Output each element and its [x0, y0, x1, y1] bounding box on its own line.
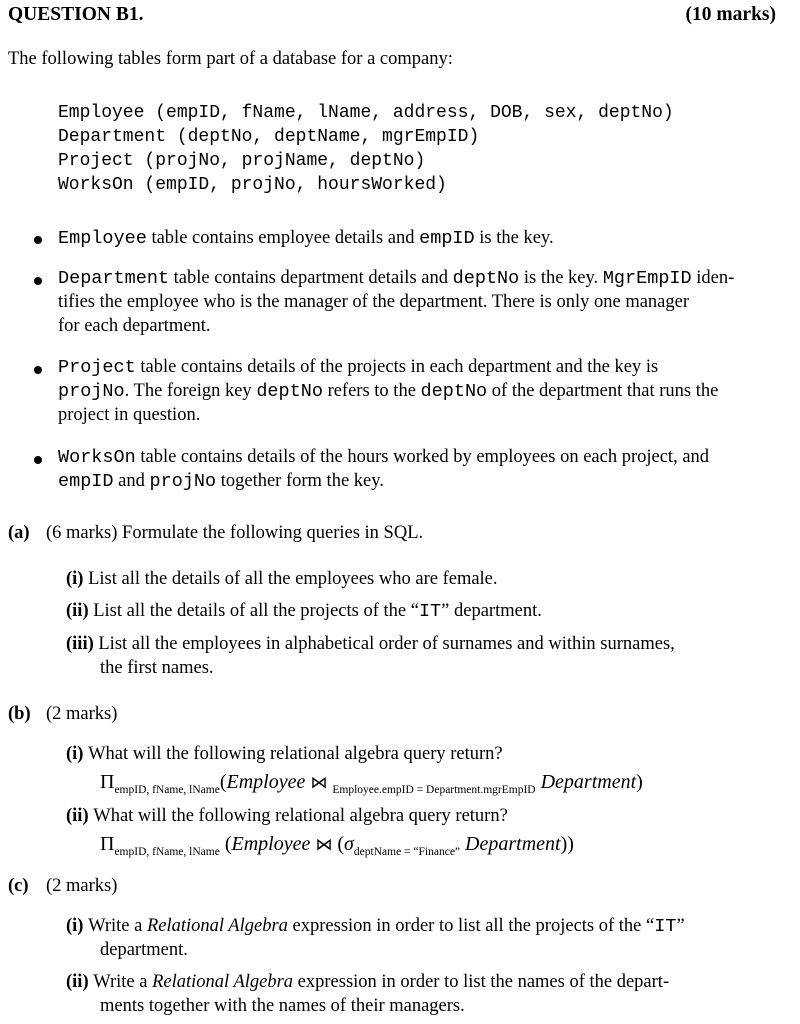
- table-name: Department: [58, 268, 170, 289]
- bullet-icon: [34, 277, 42, 285]
- join-icon: ⋈: [310, 773, 328, 793]
- item-number: (iii): [66, 634, 94, 654]
- bullet-project-line2: [58, 381, 718, 402]
- bullet-department: [58, 268, 734, 289]
- part-b-ii-expression: [100, 833, 574, 856]
- item-number: (i): [66, 569, 84, 589]
- item-text: Write a: [93, 972, 153, 992]
- item-text: List all the details of all the employees who are female.: [88, 569, 498, 589]
- item-emphasis: Relational Algebra: [146, 916, 288, 936]
- bullet-employee: [58, 228, 554, 249]
- item-text: What will the following relational algebra query return?: [88, 744, 503, 764]
- text: . The foreign key: [124, 381, 257, 401]
- table-name: Project: [58, 357, 136, 378]
- item-number: (i): [66, 916, 84, 936]
- item-text: expression in order to list all the projects of the “: [287, 916, 655, 936]
- key-name: empID: [419, 228, 475, 249]
- schema-workson: WorksOn (empID, projNo, hoursWorked): [58, 175, 447, 195]
- part-a-iii-line2: the first names.: [100, 658, 214, 678]
- key-name: empID: [58, 471, 114, 492]
- part-b-text: (2 marks): [46, 704, 118, 724]
- table-name: WorksOn: [58, 447, 136, 468]
- selection-condition: deptName = “Finance”: [353, 846, 461, 858]
- schema-employee: Employee (empID, fName, lName, address, DOB, sex, deptNo): [58, 103, 674, 123]
- key-name: projNo: [149, 471, 217, 492]
- key-name: deptNo: [256, 381, 323, 402]
- item-number: (ii): [66, 806, 89, 826]
- text: is the key.: [474, 228, 554, 248]
- selection-symbol: σ: [344, 833, 354, 855]
- part-c-i: [66, 916, 685, 937]
- text: table contains department details and: [169, 268, 453, 288]
- item-emphasis: Relational Algebra: [152, 972, 294, 992]
- text: table contains details of the projects in each department and the key is: [135, 357, 659, 377]
- part-a-ii: [66, 601, 542, 622]
- join-condition: Employee.empID = Department.mgrEmpID: [332, 784, 536, 796]
- paren: ): [636, 771, 643, 793]
- projection-attributes: empID, fName, lName: [114, 784, 220, 796]
- item-code: IT: [654, 916, 677, 937]
- part-a-text: (6 marks) Formulate the following queries in SQL.: [46, 523, 424, 543]
- item-text: What will the following relational algebra query return?: [93, 806, 508, 826]
- bullet-workson: [58, 447, 709, 468]
- relation-name: Department: [540, 771, 637, 793]
- paren: (: [224, 833, 232, 855]
- paren: (: [219, 771, 227, 793]
- key-name: MgrEmpID: [602, 268, 692, 289]
- text: of the department that runs the: [487, 381, 719, 401]
- item-code: IT: [418, 601, 442, 622]
- text: iden-: [691, 268, 735, 288]
- part-a-label: (a): [8, 523, 30, 543]
- text: refers to the: [322, 381, 421, 401]
- part-c-label: (c): [8, 876, 29, 896]
- join-icon: ⋈: [315, 835, 333, 855]
- part-b-i-expression: [100, 771, 643, 794]
- key-name: deptNo: [420, 381, 488, 402]
- key-name: deptNo: [452, 268, 520, 289]
- part-a-i: [66, 569, 498, 590]
- item-text: List all the details of all the projects of the “: [93, 601, 419, 621]
- table-name: Employee: [58, 228, 147, 249]
- relation-name: Employee: [226, 771, 306, 793]
- part-b-i: [66, 744, 503, 765]
- part-b-ii: [66, 806, 508, 827]
- text: is the key.: [519, 268, 603, 288]
- item-number: (ii): [66, 601, 89, 621]
- item-text: ”: [676, 916, 685, 936]
- bullet-department-line3: for each department.: [58, 316, 211, 336]
- part-c-text: (2 marks): [46, 876, 118, 896]
- question-title: QUESTION B1.: [8, 4, 144, 25]
- question-marks: (10 marks): [685, 4, 776, 25]
- part-b-label: (b): [8, 704, 31, 724]
- item-text: Write a: [88, 916, 147, 936]
- projection-attributes: empID, fName, lName: [114, 846, 220, 858]
- item-text: ” department.: [441, 601, 542, 621]
- intro-text: The following tables form part of a database for a company:: [8, 49, 453, 69]
- projection-symbol: Π: [100, 833, 115, 855]
- bullet-project-line3: project in question.: [58, 405, 201, 425]
- schema-project: Project (projNo, projName, deptNo): [58, 151, 426, 171]
- part-c-ii: [66, 972, 669, 993]
- projection-symbol: Π: [100, 771, 115, 793]
- item-text: List all the employees in alphabetical order of surnames and within surnames,: [98, 634, 675, 654]
- bullet-workson-line2: [58, 471, 384, 492]
- item-number: (i): [66, 744, 84, 764]
- part-c-ii-line2: ments together with the names of their managers.: [100, 996, 465, 1016]
- text: table contains details of the hours worked by employees on each project, and: [135, 447, 710, 467]
- relation-name: Employee: [231, 833, 311, 855]
- bullet-icon: [34, 236, 42, 244]
- bullet-icon: [34, 456, 42, 464]
- bullet-project: [58, 357, 658, 378]
- schema-department: Department (deptNo, deptName, mgrEmpID): [58, 127, 480, 147]
- text: and: [113, 471, 150, 491]
- relation-name: Department: [465, 833, 561, 855]
- bullet-icon: [34, 366, 42, 374]
- text: together form the key.: [216, 471, 384, 491]
- item-number: (ii): [66, 972, 89, 992]
- paren: )): [560, 833, 574, 855]
- item-text: expression in order to list the names of the depart-: [293, 972, 670, 992]
- part-a-iii: [66, 634, 675, 655]
- key-name: projNo: [58, 381, 125, 402]
- paren: (: [337, 833, 345, 855]
- bullet-department-line2: tifies the employee who is the manager of the department. There is only one manager: [58, 292, 690, 312]
- part-c-i-line2: department.: [100, 940, 188, 960]
- text: table contains employee details and: [146, 228, 420, 248]
